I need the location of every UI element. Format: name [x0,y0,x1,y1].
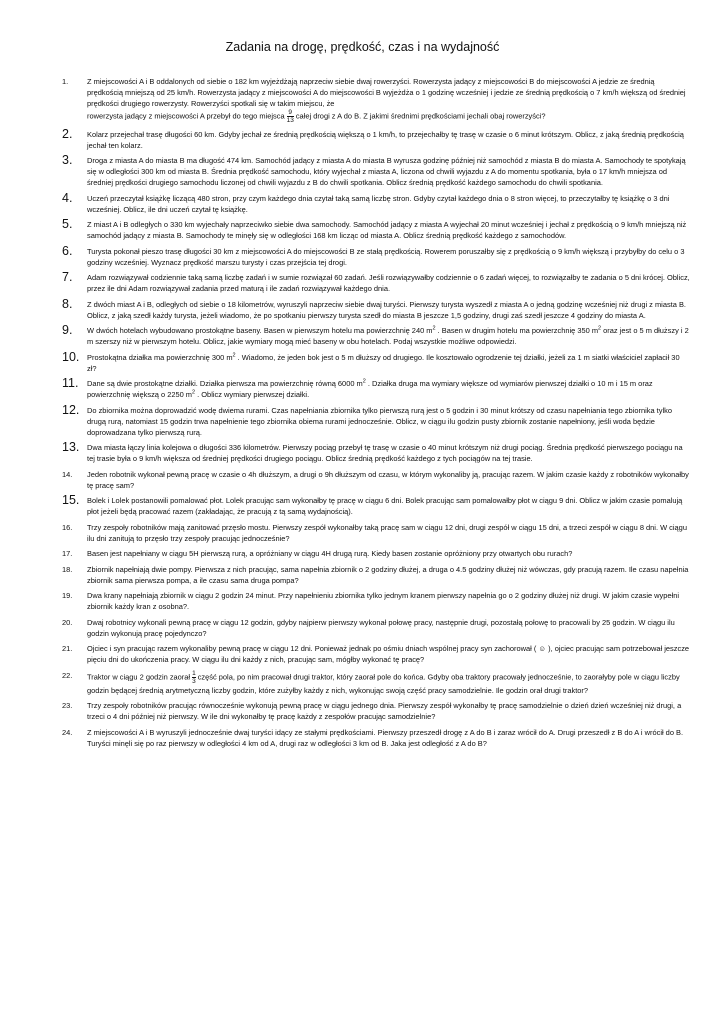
task-number: 18. [62,564,73,574]
task-number: 13. [62,440,80,454]
task-text: Z miast A i B odległych o 330 km wyjechały naprzeciwko siebie dwa samochody. Samochód jadący z miasta A wyjechał 20 minut wcześniej i jechał z prędkością o 9 km/h mniejszą niż samochód jadący z miasta B. Samochody te minęły się w odległości 168 km licząc od miasta A. Oblicz średnią prędkość każdego z samochodów. [87,220,687,240]
task-text: Z miejscowości A i B wyruszyli jednocześnie dwaj turyści idący ze stałymi prędkościami. Pierwszy przeszedł drogę z A do B i zaraz wrócił do A. Drugi przeszedł z B do A i wrócił do B. Turyści minęli się po raz pierwszy w odległości 4 km od A, drugi raz w odległości 3 km od B. Jaka jest odległość z A do B? [87,727,684,748]
task-item [62,564,690,586]
task-number: 22. [62,670,73,680]
task-number: 16. [62,522,73,532]
task-text-part: Z miejscowości A i B oddalonych od siebie o 182 km wyjeżdżają naprzeciw siebie dwaj rowerzyści. Rowerzysta jadący z miejscowości B do miejscowości A jedzie ze średnią prędkością mniejszą od 25 km/h. Rowerzysta jadący z miejscowości A do miejscowości B wyjeżdża o 1 godzinę wcześniej i jedzie ze średnią prędkością o 7 km/h większą od średniej prędkości drugiego rowerzysty. Rowerzyści spotkali się w takim miejscu, że [87,77,686,108]
task-number: 2. [62,126,73,141]
task-number: 20. [62,617,73,627]
task-number: 9. [62,323,73,337]
task-text: Dwa krany napełniają zbiornik w ciągu 2 godzin 24 minut. Przy napełnieniu zbiornika tylko jednym kranem pierwszy napełnia go o 2 godziny dłużej niż drugi. W jakim czasie wypełni zbiornik każdy kran z osobna?. [87,591,679,611]
task-text: Dane są dwie prostokątne działki. Działka pierwsza ma powierzchnię równą 6000 $m^2$ . Działka druga ma wymiary większe od wymiarów pierwszej działki o 10 m i 15 m oraz powierzchnię większą o 2250 $m^2$ . Oblicz wymiary pierwszej działki. [87,378,653,399]
task-number: 17. [62,549,73,558]
task-text: Trzy zespoły robotników mają zanitować przęsło mostu. Pierwszy zespół wykonałby taką pracę sam w ciągu 12 dni, drugi zespół w ciągu 15 dni, a trzeci zespół w ciągu 8 dni. W ciągu ilu dni zanitują to przęsło trzy zespoły pracując jednocześnie? [87,522,687,543]
task-text: Droga z miasta A do miasta B ma długość 474 km. Samochód jadący z miasta A do miasta B wyrusza godzinę później niż samochód z miasta B do miasta A. Samochody te spotykają się w odległości 300 km od miasta B. Średnia prędkość samochodu, który wyjechał z miasta A, liczona od chwili wyjazdu z A do momentu spotkania, była o 17 km/h mniejsza od średniej prędkości drugiego samochodu liczonej od chwili wyjazdu z B do chwili spotkania. Oblicz średnią prędkość każdego samochodu do chwili spotkania. [87,156,686,187]
task-item [62,548,690,559]
task-number: 3. [62,153,73,167]
task-item [62,155,690,188]
task-item [62,272,690,294]
task-text: W dwóch hotelach wybudowano prostokątne baseny. Basen w pierwszym hotelu ma powierzchnię 240 $m^2$ . Basen w drugim hotelu ma powierzchnię 350 $m^2$ oraz jest o 5 m dłuższy i 2 m szerszy niż w pierwszym hotelu. Oblicz, jakie wymiary mogą mieć baseny w obu hotelach. Podaj wszystkie możliwe odpowiedzi. [87,325,689,346]
task-item [62,296,690,321]
task-item [62,522,690,544]
task-number: 4. [62,190,73,205]
task-text [87,670,690,696]
task-item [62,442,690,464]
task-text: Kolarz przejechał trasę długości 60 km. Gdyby jechał ze średnią prędkością większą o 1 km/h, to przejechałby tę trasę w czasie o 6 minut krótszym. Oblicz, z jaką średnią prędkością jechał ten kolarz. [87,129,684,150]
task-text: Uczeń przeczytał książkę liczącą 480 stron, przy czym każdego dnia czytał taką samą liczbę stron. Gdyby czytał każdego dnia o 8 stron więcej, to przeczytałby tę książkę o 3 dni wcześniej. Oblicz, ile dni uczeń czytał tę książkę. [87,193,670,214]
task-item [62,126,690,151]
task-item [62,617,690,639]
task-number: 1. [62,77,69,86]
task-item [62,402,690,438]
task-text: Adam rozwiązywał codziennie taką samą liczbę zadań i w sumie rozwiązał 60 zadań. Jeśli rozwiązywałby codziennie o 6 zadań więcej, to rozwiązałby te zadania o 5 dni krócej. Oblicz, przez ile dni Adam rozwiązywał zadania przed maturą i ile zadań rozwiązywał każdego dnia. [87,273,690,293]
task-text: Ojciec i syn pracując razem wykonaliby pewną pracę w ciągu 12 dni. Ponieważ jednak po ośmiu dniach wspólnej pracy syn zachorował ( ☺ ), ojciec pracując sam potrzebował jeszcze pięciu dni do ukończenia pracy. W ciągu ilu dni każdy z nich, pracując sam, mógłby wykonać tę pracę? [87,644,690,664]
task-number: 6. [62,243,73,258]
task-text-part: rowerzysta jadący z miejscowości A przebył do tego miejsca [87,111,285,121]
task-text: Dwa miasta łączy linia kolejowa o długości 336 kilometrów. Pierwszy pociąg przebył tę trasę w czasie o 40 minut krótszym niż drugi pociąg. Średnia prędkość pierwszego pociągu na tej trasie była o 9 km/h większa od średniej prędkości drugiego pociągu. Oblicz średnią prędkość każdego z tych pociągów na tej trasie. [87,443,683,463]
task-number: 11. [62,376,79,390]
task-item [62,190,690,215]
task-text: Prostokątna działka ma powierzchnię 300 $m^2$ . Wiadomo, że jeden bok jest o 5 m dłuższy od drugiego. Ile kosztowało ogrodzenie tej działki, jeżeli za 1 m siatki właściciel zapłacił 30 zł? [87,352,680,373]
task-number: 12. [62,402,80,417]
task-item [62,243,690,268]
task-item [62,643,690,665]
task-text: Turysta pokonał pieszo trasę długości 30 km z miejscowości A do miejscowości B ze stałą prędkością. Rowerem poruszałby się z prędkością o 9 km/h większą i przybyłby do celu o 3 godziny wcześniej. Wyznacz prędkość marszu turysty i czas przejścia tej drogi. [87,246,685,267]
fraction [192,670,196,685]
task-text: Trzy zespoły robotników pracując równocześnie wykonują pewną pracę w ciągu jednego dnia. Pierwszy zespół wykonałby tę pracę samodzielnie o dzień dzień wcześniej niż drugi, a trzeci o 4 dni później niż pierwszy. W ile dni wykonałby tę pracę każdy z zespołów pracując samodzielnie? [87,701,682,721]
task-number: 8. [62,296,73,311]
task-number: 7. [62,270,73,284]
task-item [62,727,690,749]
task-text: Do zbiornika można doprowadzić wodę dwiema rurami. Czas napełniania zbiornika tylko pierwszą rurą jest o 5 godzin i 30 minut krótszy od czasu napełniania tego zbiornika tylko drugą rurą, natomiast 15 godzin trwa napełnienie tego zbiornika obiema rurami jednocześnie. Oblicz, w ciągu ilu godzin pusty zbiornik zostanie napełniony, jeśli woda będzie doprowadzana tylko pierwszą rurą. [87,405,672,437]
task-item [62,76,690,124]
task-item [62,469,690,491]
task-text-part: całej drogi z A do B. Z jakimi średnimi prędkościami jechali obaj rowerzyści? [295,111,546,121]
task-item [62,670,690,696]
fraction [287,109,294,124]
task-text: Jeden robotnik wykonał pewną pracę w czasie o 4h dłuższym, a drugi o 9h dłuższym od czasu, w którym wykonaliby ją, pracując razem. W jakim czasie każdy z robotników wykonałby tę pracę sam? [87,469,689,490]
fraction-denominator: 3 [192,677,196,685]
task-number: 15. [62,493,80,507]
task-text [87,76,690,124]
task-number: 19. [62,591,73,600]
page-title: Zadania na drogę, prędkość, czas i na wydajność [225,40,500,54]
task-item [62,349,690,374]
task-item [62,378,690,400]
task-item [62,495,690,517]
task-number: 23. [62,701,73,710]
fraction-denominator: 13 [286,117,294,124]
task-text-part: Traktor w ciągu 2 godzin zaorał [87,671,191,681]
task-number: 24. [62,727,73,737]
task-text: Dwaj robotnicy wykonali pewną pracę w ciągu 12 godzin, gdyby najpierw pierwszy wykonał połowę pracy, następnie drugi, pozostałą połowę to pracowali by 25 godzin. W ciągu ilu godzin wykonują pracę pojedynczo? [87,617,675,638]
task-item [62,700,690,722]
task-text: Basen jest napełniany w ciągu 5H pierwszą rurą, a opróżniany w ciągu 4H drugą rurą. Kiedy basen zostanie opróżniony przy otwartych obu rurach? [87,549,573,558]
task-text: Zbiornik napełniają dwie pompy. Pierwsza z nich pracując, sama napełnia zbiornik o 2 godziny dłużej, a druga o 4.5 godziny dłużej niż wówczas, gdy pracują razem. Ile czasu napełnia zbiornik sama pierwsza pompa, a ile czasu sama druga pompa? [87,564,689,585]
task-number: 14. [62,469,73,479]
task-text-part: część pola, po nim pracował drugi traktor, który zaorał pole do końca. Gdyby oba traktory pracowały jednocześnie, to zaorałyby pole w ciągu liczby godzin będącej średnią arytmetyczną liczby godzin, które zużyłby każdy z nich, wykonując swoją część pracy samodzielnie. Ile godzin orał drugi traktor? [87,671,680,695]
task-item [62,219,690,241]
fraction-numerator: 9 [288,109,293,116]
task-item [62,325,690,347]
task-list [62,76,690,753]
task-number: 21. [62,644,73,653]
task-text: Z dwóch miast A i B, odległych od siebie o 18 kilometrów, wyruszyli naprzeciw siebie dwaj turyści. Pierwszy turysta wyszedł z miasta A o jedną godzinę wcześniej niż drugi z miasta B. Oblicz, z jaką szedł każdy turysta, jeżeli wiadomo, że po spotkaniu pierwszy turysta szedł do miasta B jeszcze 1,5 godziny, drugi zaś szedł jeszcze 4 godziny do miasta A. [87,299,686,320]
task-number: 5. [62,217,73,231]
fraction-numerator: 1 [192,669,196,677]
task-item [62,590,690,612]
task-text: Bolek i Lolek postanowili pomalować płot. Lolek pracując sam wykonałby tę pracę w ciągu 6 dni. Bolek pracując sam pomalowałby płot w ciągu 9 dni. Oblicz w jakim czasie pomalują płot jeżeli będą pracować razem (zakładając, że pracują z tą samą wydajnością). [87,496,683,516]
task-number: 10. [62,349,80,364]
